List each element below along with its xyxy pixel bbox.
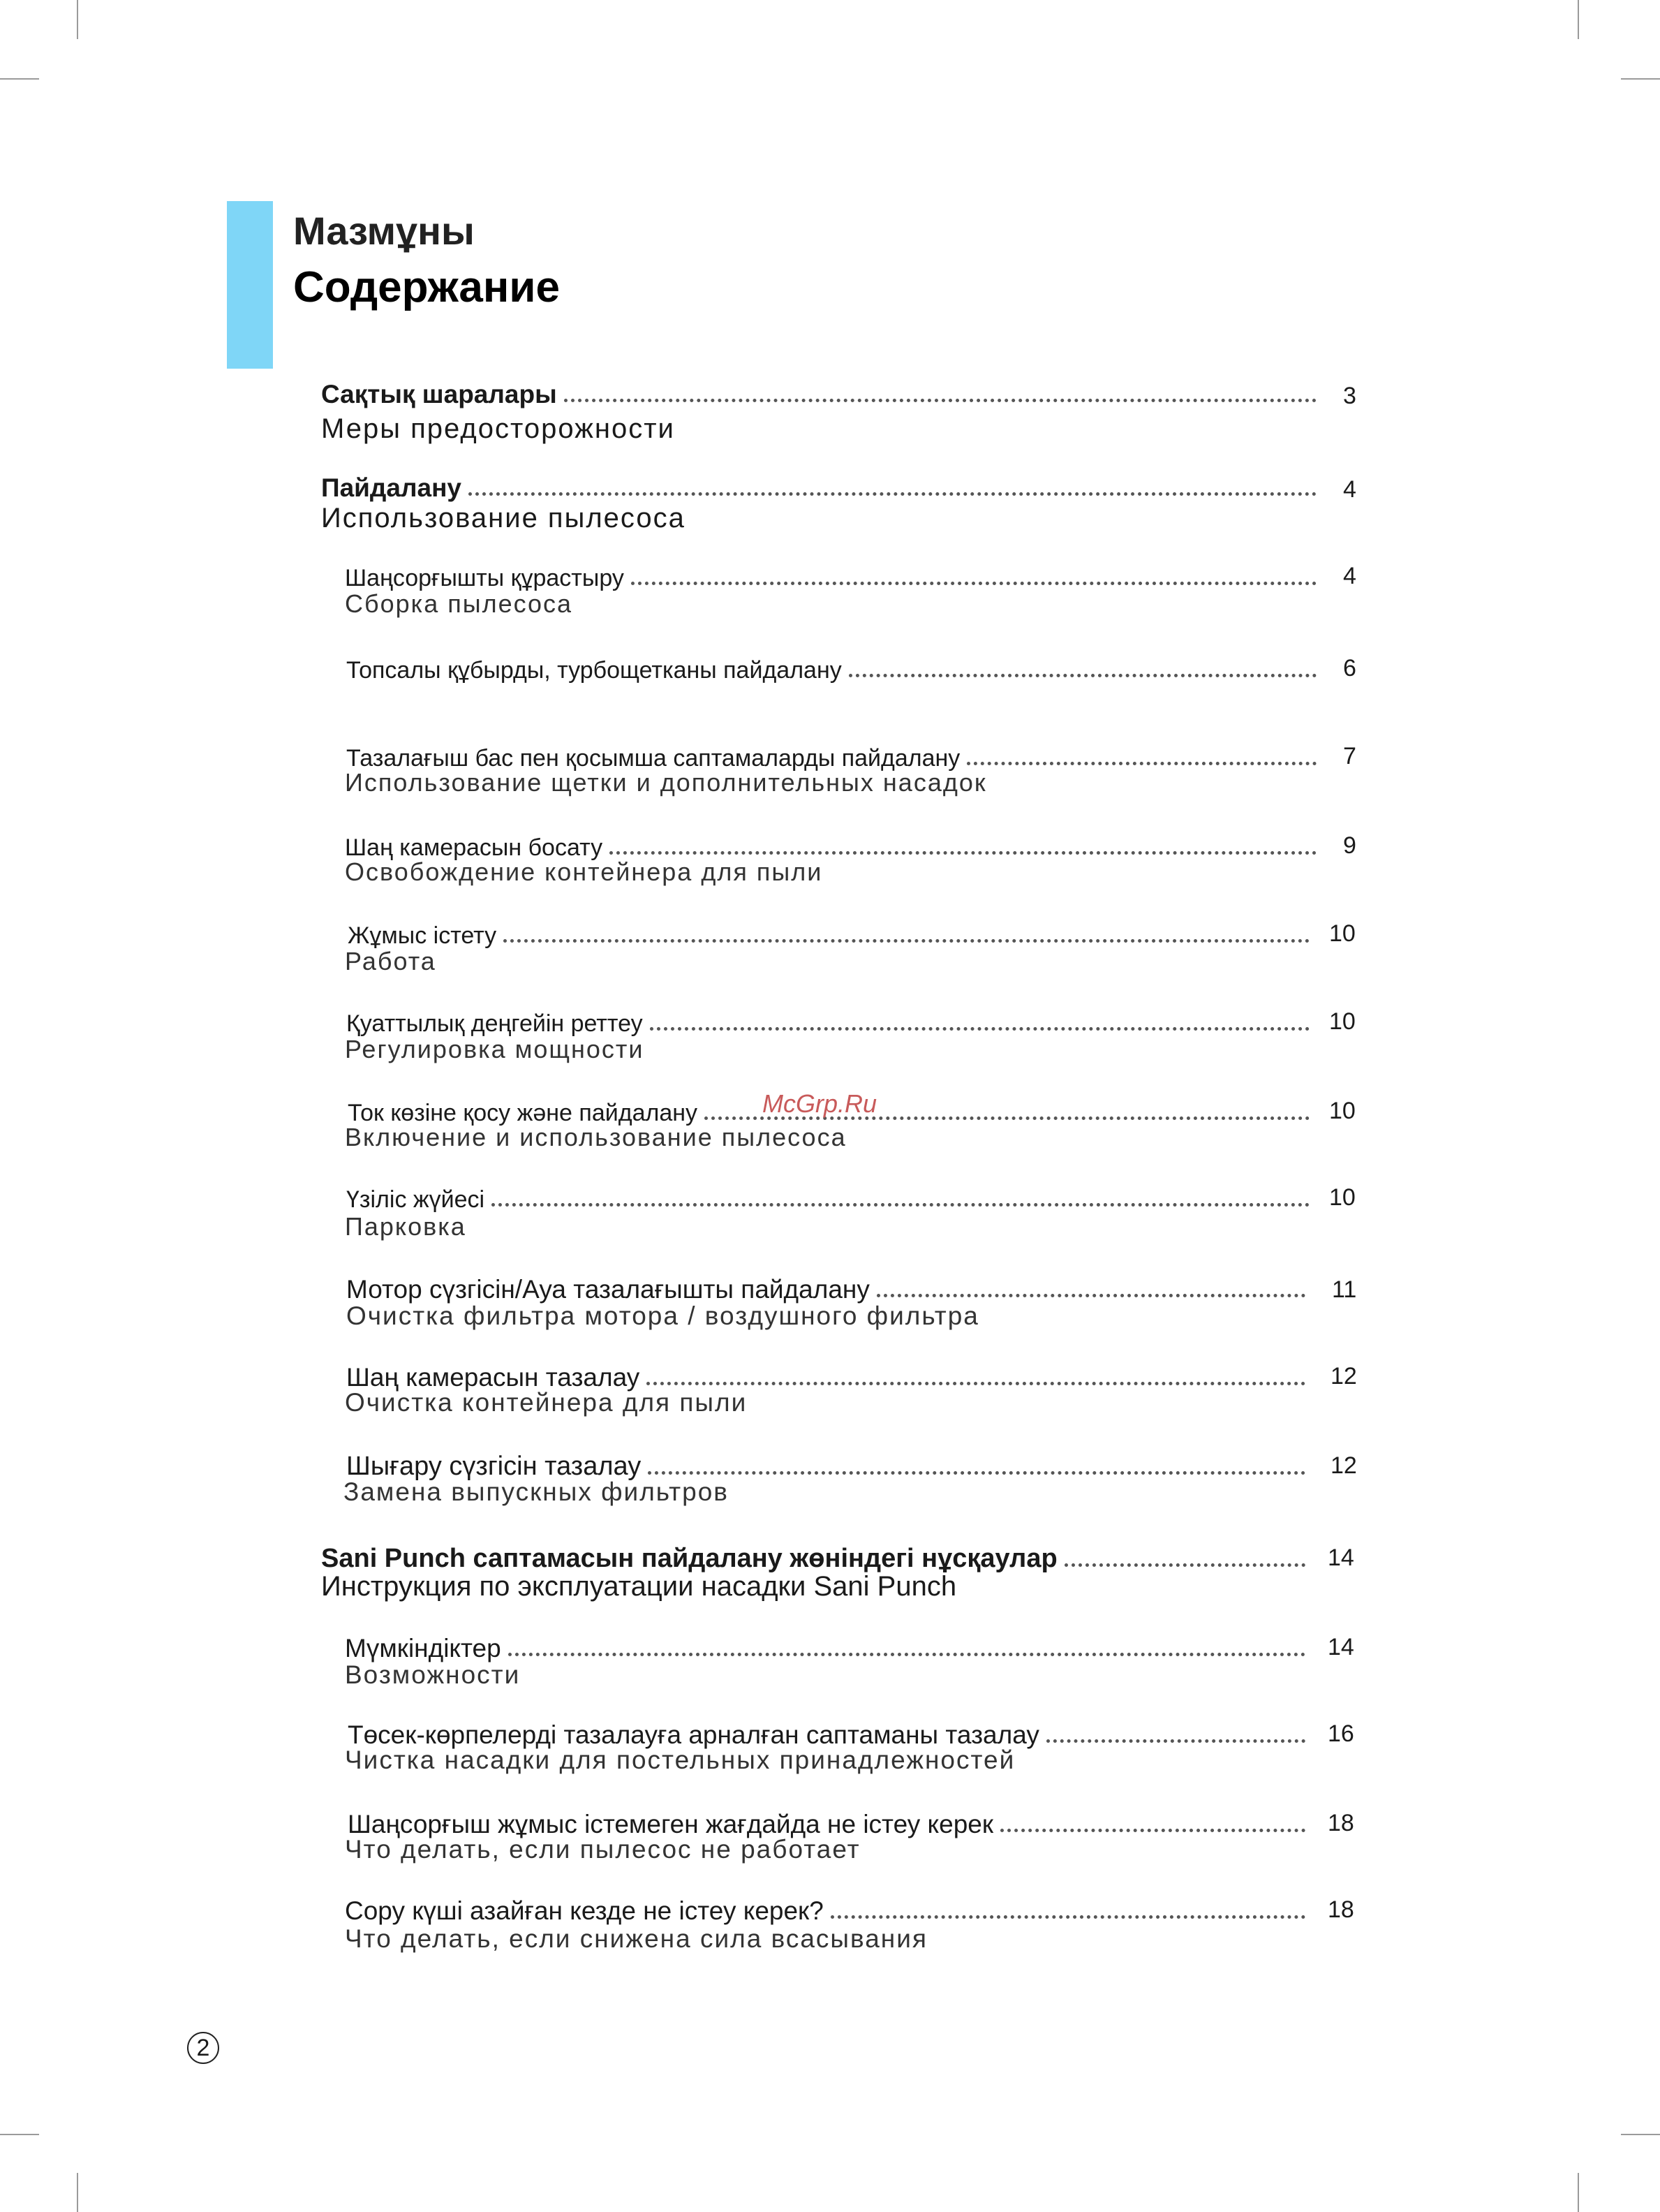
toc-entry-kz: Пайдалану bbox=[321, 473, 461, 502]
crop-mark bbox=[0, 78, 39, 80]
leader-dots bbox=[648, 1471, 1305, 1475]
toc-entry-kz: Шаңсорғышты құрастыру bbox=[345, 565, 624, 591]
toc-entry-page: 10 bbox=[1329, 1008, 1356, 1035]
toc-entry-kz: Қуаттылық деңгейін реттеу bbox=[346, 1010, 643, 1037]
toc-entry-page: 6 bbox=[1343, 655, 1356, 681]
crop-mark bbox=[1621, 2134, 1660, 2135]
toc-entry-page: 18 bbox=[1328, 1896, 1354, 1923]
toc-entry-ru: Работа bbox=[345, 947, 436, 975]
toc-entry-ru: Что делать, если снижена сила всасывания bbox=[345, 1924, 928, 1953]
toc-entry-kz: Үзіліс жүйесі bbox=[346, 1186, 485, 1213]
leader-dots bbox=[508, 1653, 1305, 1656]
toc-entry-ru: Включение и использование пылесоса bbox=[345, 1123, 847, 1151]
leader-dots bbox=[877, 1294, 1305, 1297]
toc-entry-kz: Шаң камерасын босату bbox=[345, 834, 603, 861]
leader-dots bbox=[503, 939, 1310, 943]
toc-entry-ru: Использование щетки и дополнительных насадок bbox=[345, 768, 987, 797]
toc-entry-page: 4 bbox=[1343, 563, 1356, 589]
toc-entry-ru: Чистка насадки для постельных принадлежностей bbox=[345, 1746, 1016, 1774]
leader-dots bbox=[967, 762, 1317, 765]
leader-dots bbox=[650, 1027, 1310, 1031]
toc-entry-kz: Мүмкіндіктер bbox=[345, 1634, 501, 1662]
toc-entry-page: 3 bbox=[1343, 383, 1356, 409]
toc-entry-kz: Жұмыс істету bbox=[348, 922, 497, 949]
toc-entry-ru: Сборка пылесоса bbox=[345, 589, 573, 618]
toc-entry-ru: Инструкция по эксплуатации насадки Sani Punch bbox=[321, 1571, 957, 1602]
watermark: McGrp.Ru bbox=[762, 1089, 877, 1118]
crop-mark bbox=[0, 2134, 39, 2135]
toc-entry-ru: Что делать, если пылесос не работает bbox=[345, 1835, 861, 1864]
toc-entry-page: 10 bbox=[1329, 1098, 1356, 1124]
toc-entry-ru: Регулировка мощности bbox=[345, 1035, 644, 1063]
page-title-kz: Мазмұны bbox=[293, 209, 475, 253]
toc-entry-page: 10 bbox=[1329, 1184, 1356, 1211]
leader-dots bbox=[1000, 1829, 1305, 1832]
toc-entry-page: 10 bbox=[1329, 920, 1356, 947]
leader-dots bbox=[831, 1915, 1305, 1919]
toc-entry-page: 4 bbox=[1343, 476, 1356, 503]
toc-entry-kz: Тазалағыш бас пен қосымша саптамаларды пайдалану bbox=[346, 745, 961, 772]
toc-entry-kz: Сору күші азайған кезде не істеу керек? bbox=[345, 1896, 824, 1925]
leader-dots bbox=[849, 674, 1317, 677]
toc-entry-ru: Парковка bbox=[345, 1212, 466, 1241]
leader-dots bbox=[564, 399, 1317, 402]
crop-mark bbox=[1621, 78, 1660, 80]
toc-entry-page: 11 bbox=[1332, 1276, 1357, 1303]
toc-entry-kz: Сақтық шаралары bbox=[321, 380, 557, 408]
toc-entry-page: 18 bbox=[1328, 1810, 1354, 1836]
toc-entry-page: 14 bbox=[1328, 1544, 1354, 1571]
page-title-ru: Содержание bbox=[293, 263, 560, 311]
toc-entry-ru: Очистка фильтра мотора / воздушного фильтра bbox=[346, 1302, 979, 1330]
toc-entry-ru: Меры предосторожности bbox=[321, 413, 675, 444]
leader-dots bbox=[609, 851, 1317, 855]
leader-dots bbox=[631, 582, 1317, 585]
toc-entry-page: 9 bbox=[1343, 832, 1356, 859]
crop-mark bbox=[1578, 2173, 1579, 2212]
toc-entry-ru: Очистка контейнера для пыли bbox=[345, 1388, 748, 1417]
crop-mark bbox=[77, 0, 78, 39]
toc-entry-kz: Төсек-көрпелерді тазалауға арналған саптаманы тазалау bbox=[348, 1720, 1039, 1749]
leader-dots bbox=[1065, 1563, 1305, 1567]
toc-entry-page: 7 bbox=[1343, 743, 1356, 769]
crop-mark bbox=[1578, 0, 1579, 39]
leader-dots bbox=[1046, 1739, 1305, 1743]
toc-entry-kz: Топсалы құбырды, турбощетканы пайдалану bbox=[346, 657, 842, 684]
toc-entry-page: 12 bbox=[1331, 1452, 1357, 1479]
toc-entry-kz: Sani Punch саптамасын пайдалану жөніндегі нұсқаулар bbox=[321, 1544, 1058, 1573]
toc-entry-kz: Шаңсорғыш жұмыс істемеген жағдайда не істеу керек bbox=[348, 1810, 994, 1838]
toc-entry-page: 12 bbox=[1331, 1363, 1357, 1389]
crop-mark bbox=[77, 2173, 78, 2212]
toc-entry-ru: Возможности bbox=[345, 1660, 521, 1689]
toc-entry-kz: Ток көзіне қосу және пайдалану bbox=[348, 1100, 698, 1126]
leader-dots bbox=[468, 492, 1317, 496]
leader-dots bbox=[646, 1382, 1305, 1385]
leader-dots bbox=[491, 1203, 1310, 1207]
toc-entry-kz: Мотор сүзгісін/Ауа тазалағышты пайдалану bbox=[346, 1275, 870, 1304]
title-accent-bar bbox=[227, 201, 273, 369]
toc-entry-page: 14 bbox=[1328, 1634, 1354, 1660]
toc-entry-ru: Освобождение контейнера для пыли bbox=[345, 857, 823, 886]
toc-entry-ru: Замена выпускных фильтров bbox=[343, 1477, 729, 1506]
page-number-badge: 2 bbox=[187, 2032, 219, 2064]
toc-entry-kz: Шығару сүзгісін тазалау bbox=[346, 1452, 642, 1481]
toc-entry-ru: Использование пылесоса bbox=[321, 503, 686, 533]
toc-entry-kz: Шаң камерасын тазалау bbox=[346, 1363, 640, 1392]
toc-entry-page: 16 bbox=[1328, 1720, 1354, 1747]
